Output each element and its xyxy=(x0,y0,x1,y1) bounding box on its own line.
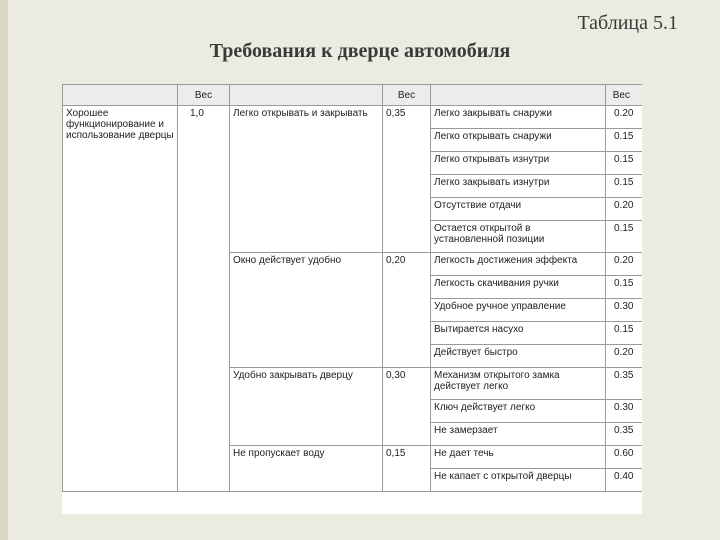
item-weight: 0.20 xyxy=(606,345,643,368)
item-name: Легкость скачивания ручки xyxy=(431,276,606,299)
item-weight: 0.20 xyxy=(606,198,643,221)
item-weight: 0.30 xyxy=(606,299,643,322)
table-header-row xyxy=(63,85,643,106)
slide-accent-bar xyxy=(0,0,8,540)
item-weight: 0.20 xyxy=(606,106,643,129)
item-name: Легко закрывать изнутри xyxy=(431,175,606,198)
item-weight: 0.40 xyxy=(606,469,643,492)
item-name: Легко открывать снаружи xyxy=(431,129,606,152)
group-weight: 1,0 xyxy=(178,106,230,492)
table-row xyxy=(63,106,643,129)
header-weight-2: Вес xyxy=(383,85,431,106)
item-name: Остается открытой в установленной позиции xyxy=(431,221,606,253)
header-cell xyxy=(230,85,383,106)
subgroup-name: Удобно закрывать дверцу xyxy=(230,368,383,446)
item-name: Ключ действует легко xyxy=(431,400,606,423)
subgroup-weight: 0,20 xyxy=(383,253,431,368)
subgroup-weight: 0,15 xyxy=(383,446,431,492)
item-name: Легкость достижения эффекта xyxy=(431,253,606,276)
item-weight: 0.35 xyxy=(606,423,643,446)
subgroup-weight: 0,35 xyxy=(383,106,431,253)
item-weight: 0.15 xyxy=(606,322,643,345)
item-name: Не капает с открытой дверцы xyxy=(431,469,606,492)
requirements-sheet xyxy=(62,84,642,514)
item-name: Механизм открытого замка действует легко xyxy=(431,368,606,400)
item-name: Удобное ручное управление xyxy=(431,299,606,322)
item-name: Отсутствие отдачи xyxy=(431,198,606,221)
table-number-label: Таблица 5.1 xyxy=(577,12,678,34)
header-weight-1: Вес xyxy=(178,85,230,106)
item-weight: 0.15 xyxy=(606,129,643,152)
header-cell xyxy=(63,85,178,106)
header-cell xyxy=(431,85,606,106)
item-weight: 0.15 xyxy=(606,152,643,175)
requirements-table xyxy=(62,84,642,492)
item-weight: 0.15 xyxy=(606,221,643,253)
item-name: Легко закрывать снаружи xyxy=(431,106,606,129)
subgroup-weight: 0,30 xyxy=(383,368,431,446)
item-weight: 0.20 xyxy=(606,253,643,276)
subgroup-name: Окно действует удобно xyxy=(230,253,383,368)
item-name: Не дает течь xyxy=(431,446,606,469)
header-weight-3: Вес xyxy=(606,85,643,106)
item-weight: 0.15 xyxy=(606,276,643,299)
group-name: Хорошее функционирование и использование дверцы xyxy=(63,106,178,492)
item-name: Действует быстро xyxy=(431,345,606,368)
item-weight: 0.35 xyxy=(606,368,643,400)
item-weight: 0.60 xyxy=(606,446,643,469)
item-weight: 0.30 xyxy=(606,400,643,423)
slide-title: Требования к дверце автомобиля xyxy=(209,40,511,62)
item-name: Не замерзает xyxy=(431,423,606,446)
item-weight: 0.15 xyxy=(606,175,643,198)
item-name: Вытирается насухо xyxy=(431,322,606,345)
subgroup-name: Легко открывать и закрывать xyxy=(230,106,383,253)
subgroup-name: Не пропускает воду xyxy=(230,446,383,492)
item-name: Легко открывать изнутри xyxy=(431,152,606,175)
